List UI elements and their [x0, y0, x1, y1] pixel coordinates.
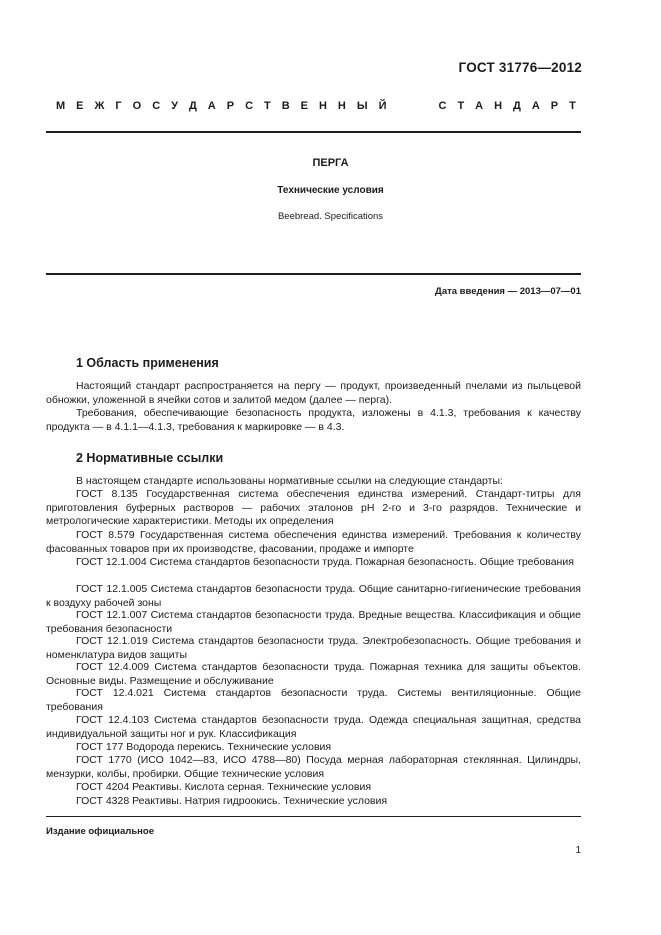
standard-type-letter: В — [281, 100, 290, 112]
official-edition-label: Издание официальное — [46, 826, 154, 837]
standard-type-letter: Г — [115, 100, 122, 112]
standard-type-letter: А — [207, 100, 216, 112]
standard-type-letter: Й — [378, 100, 387, 112]
normative-reference: ГОСТ 8.135 Государственная система обеспечения единства измерений. Стандарт-титры для приготовления буферных растворов — рабочих эталонов pH 2-го и 3-го разрядов. Технические и метрологические характеристики. Методы их определения — [46, 488, 581, 527]
standard-type-letter: Р — [550, 100, 559, 112]
standard-type-heading — [56, 100, 576, 112]
normative-reference: ГОСТ 12.1.005 Система стандартов безопасности труда. Общие санитарно-гигиенические требования к воздуху рабочей зоны — [46, 583, 581, 609]
standard-type-letter: Д — [188, 100, 197, 112]
normative-reference: ГОСТ 12.4.009 Система стандартов безопасности труда. Пожарная техника для защиты объектов. Основные виды. Размещение и обслуживание — [46, 661, 581, 687]
standard-type-letter: Д — [513, 100, 521, 112]
normative-reference: ГОСТ 12.1.004 Система стандартов безопасности труда. Пожарная безопасность. Общие требования — [76, 556, 574, 568]
section-heading: 2 Нормативные ссылки — [76, 451, 224, 465]
normative-reference: ГОСТ 1770 (ИСО 1042—83, ИСО 4788—80) Посуда мерная лабораторная стеклянная. Цилиндры, мензурки, колбы, пробирки. Общие технические условия — [46, 754, 581, 780]
normative-reference: ГОСТ 8.579 Государственная система обеспечения единства измерений. Требования к количеству фасованных товаров при их производстве, фасовании, продаже и импорте — [46, 529, 581, 555]
standard-type-letter: Ж — [94, 100, 105, 112]
standard-type-letter: Н — [494, 100, 503, 112]
standard-type-letter: А — [475, 100, 484, 112]
normative-reference: ГОСТ 177 Водорода перекись. Технические условия — [76, 741, 332, 753]
normative-reference: ГОСТ 4204 Реактивы. Кислота серная. Технические условия — [76, 781, 372, 793]
standard-type-letter: Р — [226, 100, 235, 112]
normative-reference: ГОСТ 4328 Реактивы. Натрия гидроокись. Технические условия — [76, 795, 388, 807]
standard-type-letter: Е — [300, 100, 308, 112]
standard-type-letter: С — [245, 100, 254, 112]
standard-type-letter: Т — [457, 100, 465, 112]
section-heading: 1 Область применения — [76, 356, 219, 370]
standard-type-letter: С — [438, 100, 447, 112]
normative-reference: ГОСТ 12.1.007 Система стандартов безопасности труда. Вредные вещества. Классификация и общие требования безопасности — [46, 609, 581, 635]
normative-reference: ГОСТ 12.1.019 Система стандартов безопасности труда. Электробезопасность. Общие требования и номенклатура видов защиты — [46, 635, 581, 661]
word-gap — [398, 100, 428, 112]
paragraph: Требования, обеспечивающие безопасность продукта, изложены в 4.1.3, требования к качеству продукта — в 4.1.1—4.1.3, требования к маркировке — в 4.3. — [46, 407, 581, 433]
document-title: ПЕРГА — [312, 157, 349, 169]
header-rule — [46, 131, 581, 133]
standard-type-letter: У — [171, 100, 178, 112]
page-number: 1 — [575, 845, 581, 856]
paragraph: Настоящий стандарт распространяется на пергу — продукт, произведенный пчелами из пыльцевой обножки, уложенной в ячейки сотов и залитой медом (далее — перга). — [46, 380, 581, 406]
standard-type-letter: Н — [337, 100, 346, 112]
title-rule — [46, 273, 581, 275]
introduction-date: Дата введения — 2013—07—01 — [435, 286, 581, 297]
standard-type-letter: С — [152, 100, 161, 112]
normative-reference: ГОСТ 12.4.103 Система стандартов безопасности труда. Одежда специальная защитная, средства индивидуальной защиты ног и рук. Классификация — [46, 714, 581, 740]
footer-rule — [46, 816, 581, 817]
standard-type-letter: Е — [76, 100, 84, 112]
document-title-english: Beebread. Specifications — [277, 211, 384, 222]
standard-type-letter: Ы — [356, 100, 368, 112]
gost-number: ГОСТ 31776—2012 — [458, 60, 582, 75]
standard-type-letter: О — [132, 100, 142, 112]
normative-reference: ГОСТ 12.4.021 Система стандартов безопасности труда. Системы вентиляционные. Общие требования — [46, 687, 581, 713]
paragraph: В настоящем стандарте использованы нормативные ссылки на следующие стандарты: — [76, 475, 503, 487]
standard-type-letter: А — [531, 100, 540, 112]
standard-type-letter: Н — [318, 100, 327, 112]
document-subtitle: Технические условия — [277, 185, 384, 196]
standard-type-letter: Т — [569, 100, 576, 112]
standard-type-letter: Т — [264, 100, 271, 112]
standard-type-letter: М — [56, 100, 66, 112]
